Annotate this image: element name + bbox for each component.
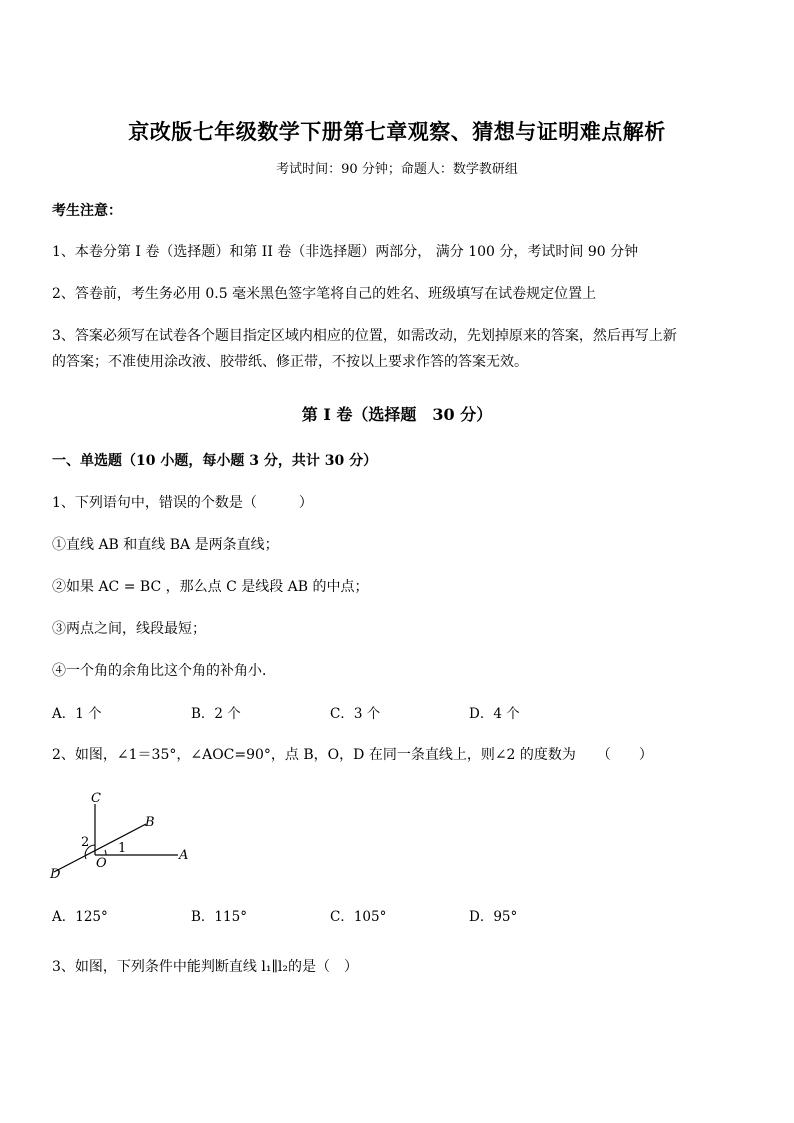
question-1-statement-2: ②如果 AC = BC ，那么点 C 是线段 AB 的中点； <box>52 579 369 595</box>
notice-item-1: 1、本卷分第 I 卷（选择题）和第 II 卷（非选择题）两部分， 满分 100 分，考试时间 90 分钟 <box>52 244 639 260</box>
question-1-option-b: B．2 个 <box>191 706 241 722</box>
section-title: 第 I 卷（选择题 30 分） <box>301 405 493 424</box>
question-3-stem: 3、如图，下列条件中能判断直线 l₁∥l₂的是（ ） <box>52 959 359 975</box>
question-1-option-c: C．3 个 <box>330 706 381 722</box>
angle-diagram <box>48 788 208 888</box>
page-title: 京改版七年级数学下册第七章观察、猜想与证明难点解析 <box>128 119 666 144</box>
notice-item-3-line-1: 3、答案必须写在试卷各个题目指定区域内相应的位置，如需改动，先划掉原来的答案，然后再写上新 <box>52 328 677 344</box>
notice-heading: 考生注意： <box>52 203 122 219</box>
question-1-option-d: D．4 个 <box>469 706 520 722</box>
notice-item-3-line-2: 的答案；不准使用涂改液、胶带纸、修正带，不按以上要求作答的答案无效。 <box>52 354 528 370</box>
label-c: C <box>91 791 101 806</box>
label-a: A <box>179 848 189 863</box>
question-2-option-b: B．115° <box>191 909 247 925</box>
question-2-option-d: D．95° <box>469 909 518 925</box>
question-1-stem: 1、下列语句中，错误的个数是（ ） <box>52 495 313 511</box>
label-d: D <box>50 867 61 882</box>
exam-subtitle: 考试时间：90 分钟；命题人：数学教研组 <box>276 162 518 177</box>
question-2-stem: 2、如图，∠1＝35°，∠AOC=90°，点 B，O，D 在同一条直线上，则∠2 的度数为 （ ） <box>52 747 653 763</box>
question-2-option-c: C．105° <box>330 909 387 925</box>
question-1-statement-3: ③两点之间，线段最短； <box>52 621 206 637</box>
label-angle-1: 1 <box>118 841 127 856</box>
part-title: 一、单选题（10 小题，每小题 3 分，共计 30 分） <box>52 453 378 469</box>
label-angle-2: 2 <box>81 835 90 850</box>
label-o: O <box>96 856 107 871</box>
question-1-statement-4: ④一个角的余角比这个角的补角小． <box>52 663 276 679</box>
notice-item-2: 2、答卷前，考生务必用 0.5 毫米黑色签字笔将自己的姓名、班级填写在试卷规定位置上 <box>52 286 597 302</box>
question-1-statement-1: ①直线 AB 和直线 BA 是两条直线； <box>52 537 279 553</box>
angle-1-arc <box>105 850 106 855</box>
question-1-option-a: A．1 个 <box>52 706 102 722</box>
question-2-option-a: A．125° <box>52 909 108 925</box>
label-b: B <box>145 815 155 830</box>
